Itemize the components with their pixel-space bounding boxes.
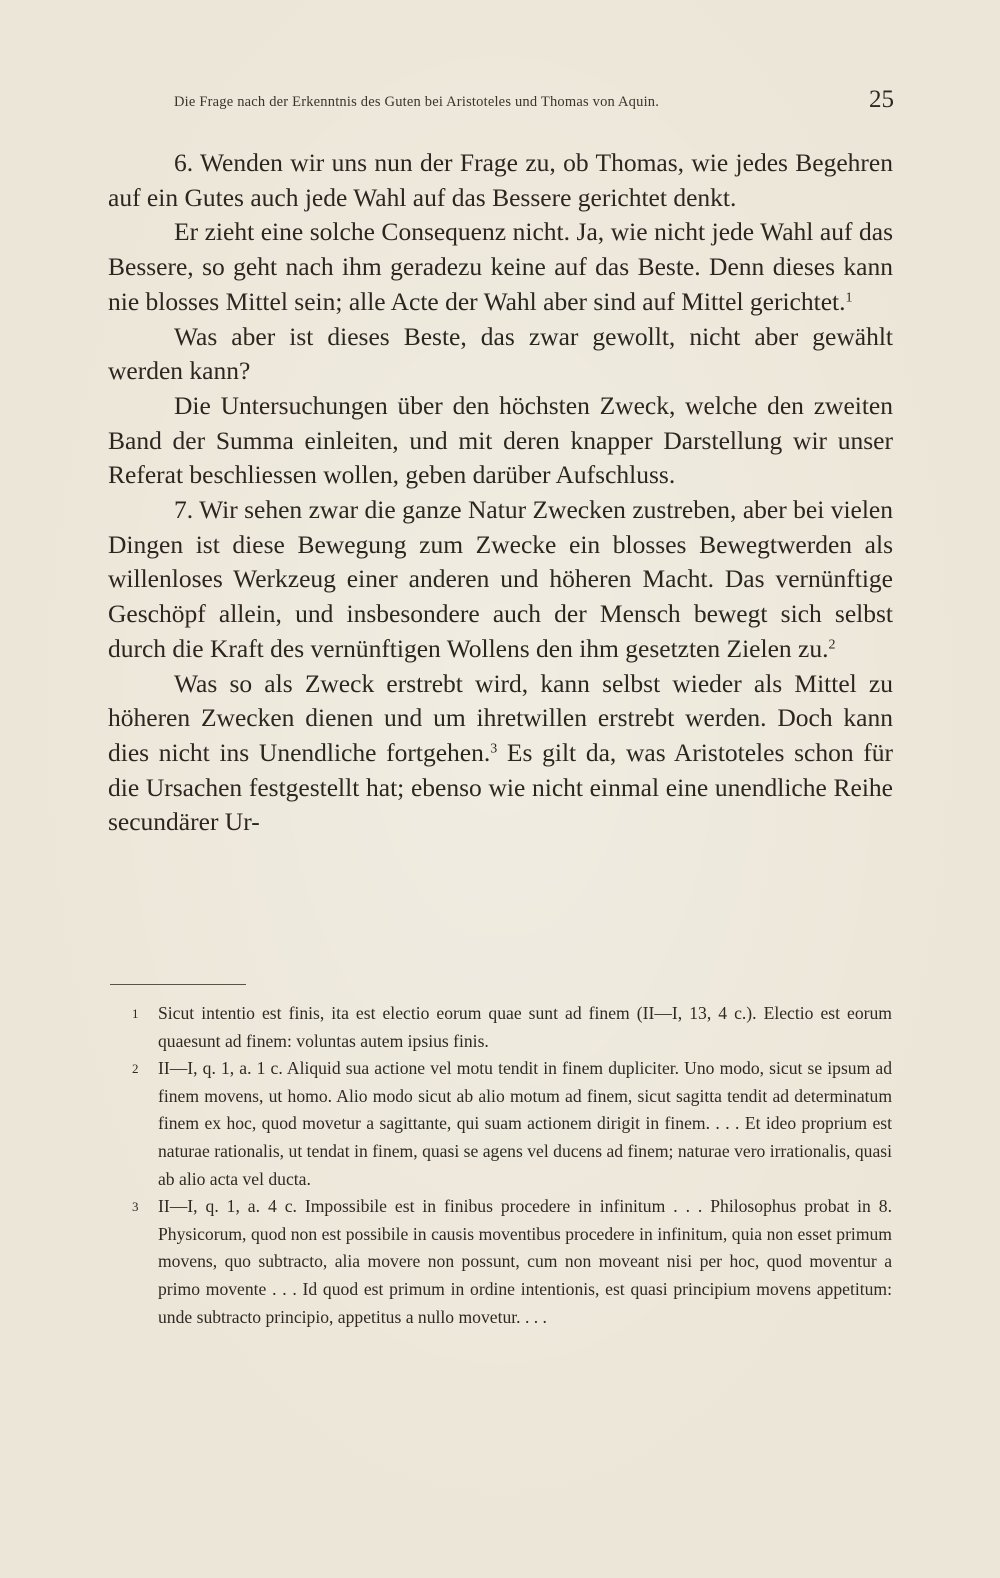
footnote [132, 1193, 892, 1331]
footnote-text: II—I, q. 1, a. 4 c. Impossibile est in finibus procedere in infinitum . . . Philosophus probat in 8. Physicorum, quod non est possibile in causis moventibus procedere in infinitum, quia non esset primum movens, quo subtracto, alia movere non possunt, cum non moveant nisi per hoc, quod moventur a primo movente . . . Id quod est primum in ordine intentionis, est quasi principium movens appetitum: unde subtracto principio, appetitus a nullo movetur. . . . [158, 1196, 892, 1327]
paragraph [108, 667, 893, 841]
paragraph-text: 6. Wenden wir uns nun der Frage zu, ob Thomas, wie jedes Begehren auf ein Gutes auch jede Wahl auf das Bessere gerichtet denkt. [108, 148, 893, 212]
footnote-text: Sicut intentio est finis, ita est electio eorum quae sunt ad finem (II—I, 13, 4 c.). Electio est eorum quaesunt ad finem: voluntas autem ipsius finis. [158, 1003, 892, 1051]
paragraph-text: 7. Wir sehen zwar die ganze Natur Zwecken zustreben, aber bei vielen Dingen ist diese Bewegung zum Zwecke ein blosses Bewegtwerden als willenloses Werkzeug einer anderen und höheren Macht. Das vernünftige Geschöpf allein, und insbesondere auch der Mensch bewegt sich selbst durch die Kraft des vernünftigen Wollens den ihm gesetzten Zielen zu. [108, 495, 893, 663]
footnote-text: II—I, q. 1, a. 1 c. Aliquid sua actione vel motu tendit in finem dupliciter. Uno modo, sicut se ipsum ad finem movens, ut homo. Alio modo sicut ab alio motum ad finem, sicut sagitta tendit ad determinatum finem ex hoc, quod movetur a sagittante, qui suam actionem dirigit in finem. . . . Et ideo proprium est naturae rationalis, ut tendat in finem, quasi se agens vel ducens ad finem; naturae vero irrationalis, quasi ab alio acta vel ducta. [158, 1058, 892, 1189]
paragraph [108, 215, 893, 319]
paragraph [108, 146, 893, 215]
footnotes [132, 1000, 892, 1331]
footnote-divider [110, 984, 246, 985]
paragraph [108, 389, 893, 493]
footnote-ref: 3 [490, 741, 498, 757]
page-header [110, 88, 900, 118]
footnote-ref: 2 [828, 637, 836, 653]
paragraph-text: Was so als Zweck erstrebt wird, kann selbst wieder als Mittel zu höheren Zwecken dienen und um ihretwillen erstrebt werden. Doch kann dies nicht ins Unendliche fortgehen. [108, 668, 893, 767]
page-number: 25 [869, 86, 894, 113]
paragraph-text: Er zieht eine solche Consequenz nicht. Ja, wie nicht jede Wahl auf das Bessere, so geht nach ihm geradezu keine auf das Beste. Denn dieses kann nie blosses Mittel sein; alle Acte der Wahl aber sind auf Mittel gerichtet. [108, 217, 893, 316]
main-text [108, 146, 893, 840]
footnote-number: 1 [132, 1006, 139, 1021]
paragraph-text: Es gilt da, was Aristoteles schon für die Ursachen festgestellt hat; ebenso wie nicht einmal eine unendliche Reihe secundärer Ur- [108, 737, 893, 837]
footnote [132, 1055, 892, 1193]
paragraph-text: Was aber ist dieses Beste, das zwar gewollt, nicht aber gewählt werden kann? [108, 321, 893, 386]
running-head: Die Frage nach der Erkenntnis des Guten bei Aristoteles und Thomas von Aquin. [174, 94, 660, 110]
footnote-number: 3 [132, 1199, 139, 1215]
paragraph [108, 320, 893, 389]
footnote-number: 2 [132, 1061, 139, 1077]
footnote [132, 1000, 892, 1055]
paragraph-text: Die Untersuchungen über den höchsten Zweck, welche den zweiten Band der Summa einleiten, und mit deren knapper Darstellung wir unser Referat beschliessen wollen, geben darüber Aufschluss. [108, 390, 893, 490]
footnote-ref: 1 [845, 290, 853, 306]
paragraph [108, 493, 893, 667]
